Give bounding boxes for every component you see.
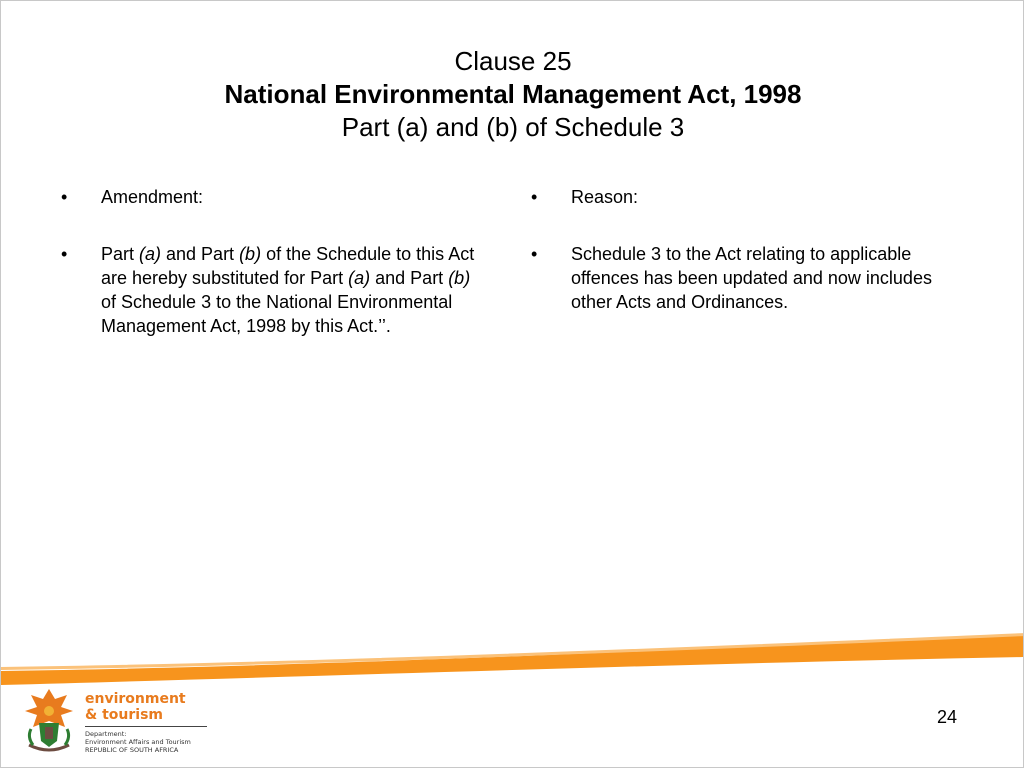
page-number: 24 bbox=[937, 707, 958, 727]
amendment-heading: Amendment: bbox=[101, 187, 204, 207]
logo-environment: environment bbox=[85, 691, 186, 707]
list-item bbox=[531, 242, 951, 314]
bullet-marker: • bbox=[531, 244, 538, 264]
list-item bbox=[531, 185, 951, 209]
logo-divider bbox=[85, 726, 207, 727]
logo-wordmark bbox=[85, 691, 225, 754]
coat-of-arms-icon bbox=[19, 685, 79, 755]
bullet-marker: • bbox=[61, 244, 68, 264]
bullet-marker: • bbox=[61, 187, 68, 207]
list-item bbox=[61, 242, 486, 338]
text-run: and Part bbox=[161, 244, 240, 264]
title-schedule: Part (a) and (b) of Schedule 3 bbox=[341, 112, 685, 142]
department-logo bbox=[19, 685, 219, 757]
logo-dept-name: Environment Affairs and Tourism bbox=[85, 738, 191, 746]
text-run: Part bbox=[101, 244, 140, 264]
logo-dept-label: Department: bbox=[85, 730, 127, 738]
logo-country: REPUBLIC OF SOUTH AFRICA bbox=[85, 746, 179, 754]
title-clause: Clause 25 bbox=[454, 46, 572, 76]
text-run-italic: (a) bbox=[348, 268, 371, 288]
reason-body: Schedule 3 to the Act relating to applicable offences has been updated and now includes other Acts and Ordinances. bbox=[571, 244, 932, 312]
text-run: of Schedule 3 to the National Environmental Management Act, 1998 by this Act.’’. bbox=[101, 292, 453, 336]
text-run: and Part bbox=[370, 268, 449, 288]
logo-tourism: & tourism bbox=[85, 707, 163, 723]
reason-column bbox=[531, 185, 951, 347]
bullet-marker: • bbox=[531, 187, 538, 207]
text-run-italic: (b) bbox=[448, 268, 471, 288]
list-item bbox=[61, 185, 486, 209]
text-run: of the Schedule to this Act are hereby substituted for Part bbox=[101, 244, 475, 288]
orange-swoosh-band bbox=[1, 633, 1024, 689]
text-run-italic: (b) bbox=[239, 244, 262, 264]
amendment-body bbox=[101, 242, 486, 338]
reason-heading: Reason: bbox=[571, 187, 639, 207]
amendment-column bbox=[61, 185, 486, 371]
slide-title bbox=[1, 45, 1024, 144]
text-run-italic: (a) bbox=[139, 244, 162, 264]
title-act: National Environmental Management Act, 1998 bbox=[224, 79, 802, 109]
